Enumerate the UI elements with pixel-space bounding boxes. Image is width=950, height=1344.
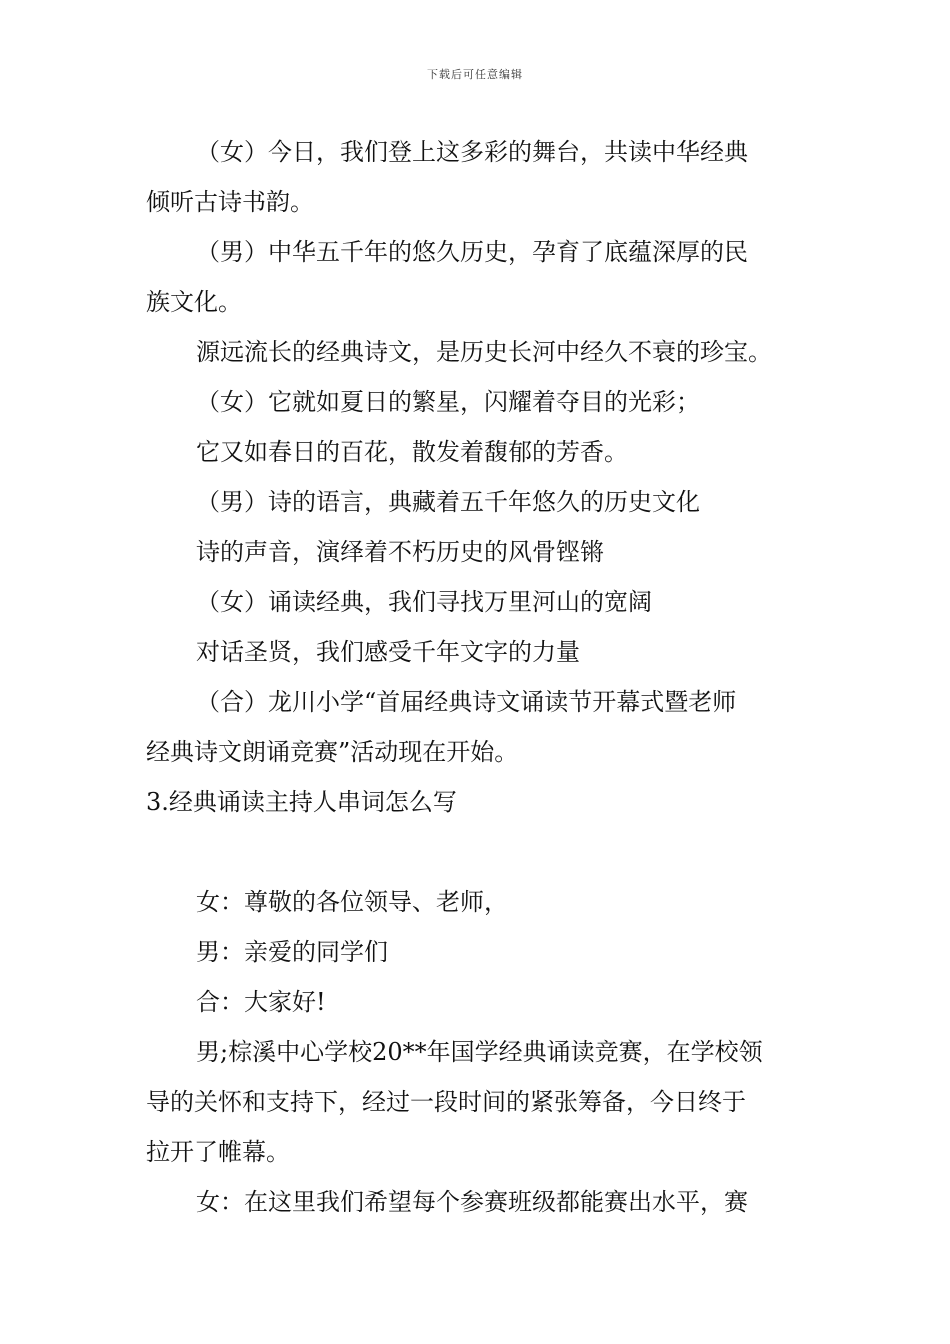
paragraph-line: 女：尊敬的各位领导、老师， (196, 888, 508, 916)
paragraph-line: 源远流长的经典诗文，是历史长河中经久不衰的珍宝。 (196, 338, 772, 366)
paragraph-line: 男;棕溪中心学校20**年国学经典诵读竞赛，在学校领 (196, 1038, 763, 1066)
paragraph-line: 拉开了帷幕。 (146, 1138, 290, 1166)
page-header-note: 下载后可任意编辑 (427, 68, 523, 81)
paragraph-line: 族文化。 (146, 288, 242, 316)
paragraph-line: 诗的声音，演绎着不朽历史的风骨铿锵 (196, 538, 604, 566)
paragraph-line: 经典诗文朗诵竞赛”活动现在开始。 (146, 738, 519, 766)
paragraph-line: 倾听古诗书韵。 (146, 188, 314, 216)
paragraph-line: 合：大家好! (196, 988, 326, 1016)
paragraph-line: （男）诗的语言，典藏着五千年悠久的历史文化 (196, 488, 700, 516)
paragraph-line: 导的关怀和支持下，经过一段时间的紧张筹备，今日终于 (146, 1088, 746, 1116)
paragraph-line: 对话圣贤，我们感受千年文字的力量 (196, 638, 580, 666)
paragraph-line: （女）今日，我们登上这多彩的舞台，共读中华经典 (196, 138, 748, 166)
paragraph-line: （男）中华五千年的悠久历史，孕育了底蕴深厚的民 (196, 238, 748, 266)
paragraph-line: 女：在这里我们希望每个参赛班级都能赛出水平，赛 (196, 1188, 748, 1216)
paragraph-line: 它又如春日的百花，散发着馥郁的芳香。 (196, 438, 628, 466)
paragraph-line: 男：亲爱的同学们 (196, 938, 388, 966)
section-heading: 3.经典诵读主持人串词怎么写 (146, 788, 457, 816)
paragraph-line: （女）它就如夏日的繁星，闪耀着夺目的光彩； (196, 388, 700, 416)
paragraph-line: （合）龙川小学“首届经典诗文诵读节开幕式暨老师 (196, 688, 737, 716)
paragraph-line: （女）诵读经典，我们寻找万里河山的宽阔 (196, 588, 652, 616)
blank-line (146, 827, 810, 877)
document-body (146, 127, 810, 1227)
